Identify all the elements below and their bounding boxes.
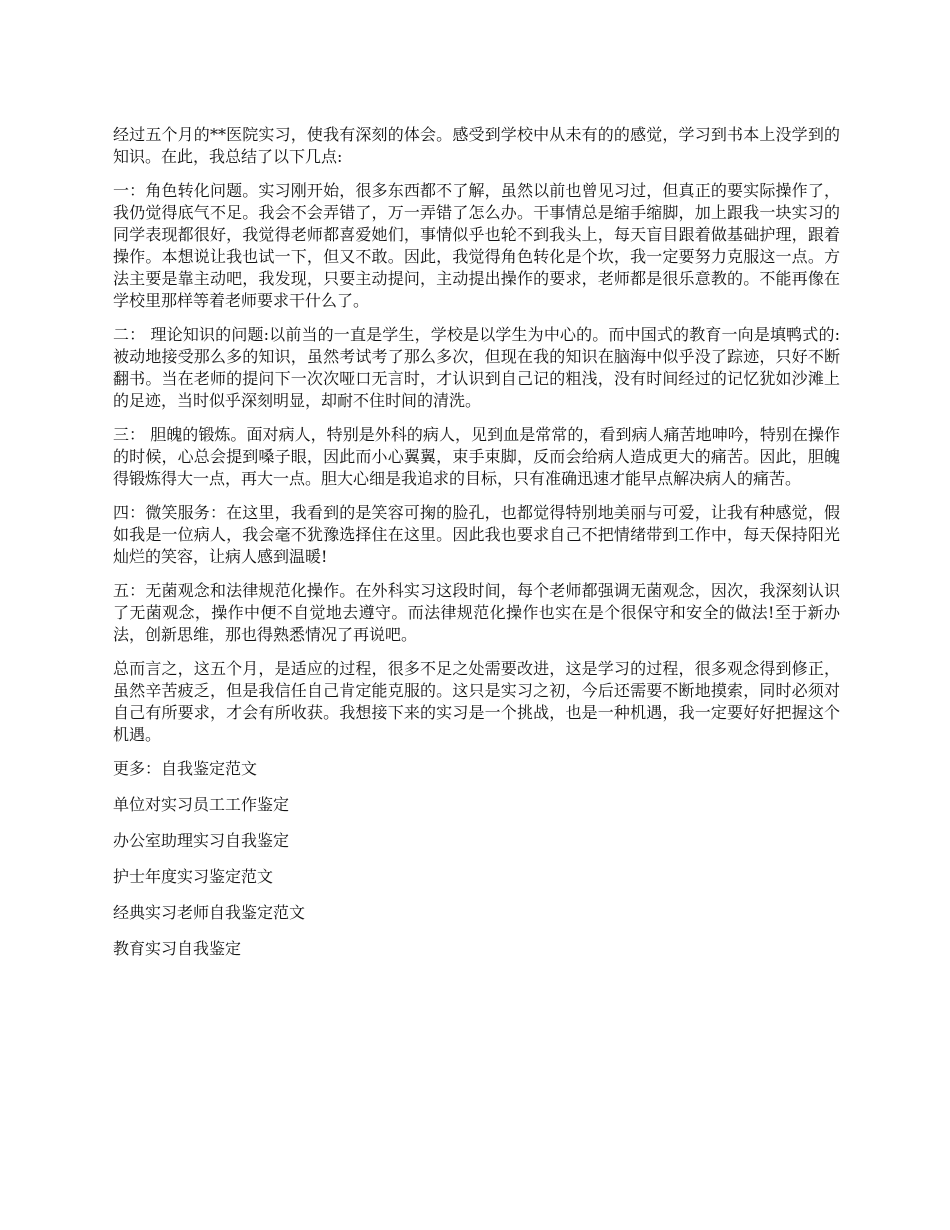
related-link-more[interactable]: 更多：自我鉴定范文 [113, 759, 258, 778]
section-smile-service: 四：微笑服务：在这里，我看到的是笑容可掬的脸孔，也都觉得特别地美丽与可爱，让我有种感觉，假如我是一位病人，我会毫不犹豫选择住在这里。因此我也要求自己不把情绪带到工作中，每天保持阳光灿烂的笑容，让病人感到温暖! [113, 503, 840, 566]
section-theory-knowledge: 二： 理论知识的问题:以前当的一直是学生，学校是以学生为中心的。而中国式的教育一向是填鸭式的:被动地接受那么多的知识，虽然考试考了那么多次，但现在我的知识在脑海中似乎没了踪迹，只好不断翻书。当在老师的提问下一次次哑口无言时，才认识到自己记的粗浅，没有时间经过的记忆犹如沙滩上的足迹，当时似乎深刻明显，却耐不住时间的清洗。 [113, 325, 840, 410]
intro-paragraph: 经过五个月的**医院实习，使我有深刻的体会。感受到学校中从未有的的感觉，学习到书本上没学到的知识。在此，我总结了以下几点: [113, 125, 840, 166]
section-courage-training: 三： 胆魄的锻炼。面对病人，特别是外科的病人，见到血是常常的，看到病人痛苦地呻吟，特别在操作的时候，心总会提到嗓子眼，因此而小心翼翼，束手束脚，反而会给病人造成更大的痛苦。因此，胆魄得锻炼得大一点，再大一点。胆大心细是我追求的目标，只有准确迅速才能早点解决病人的痛苦。 [113, 425, 840, 488]
conclusion-paragraph: 总而言之，这五个月，是适应的过程，很多不足之处需要改进，这是学习的过程，很多观念得到修正，虽然辛苦疲乏，但是我信任自己肯定能克服的。这只是实习之初，今后还需要不断地摸索，同时必须对自己有所要求，才会有所收获。我想接下来的实习是一个挑战，也是一种机遇，我一定要好好把握这个机遇。 [113, 659, 840, 744]
section-role-transition: 一：角色转化问题。实习刚开始，很多东西都不了解，虽然以前也曾见习过，但真正的要实际操作了，我仍觉得底气不足。我会不会弄错了，万一弄错了怎么办。干事情总是缩手缩脚，加上跟我一块实习的同学表现都很好，我觉得老师都喜爱她们，事情似乎也轮不到我头上，每天盲目跟着做基础护理，跟着操作。本想说让我也试一下，但又不敢。因此，我觉得角色转化是个坎，我一定要努力克服这一点。方法主要是靠主动吧，我发现，只要主动提问，主动提出操作的要求，老师都是很乐意教的。不能再像在学校里那样等着老师要求干什么了。 [113, 181, 840, 310]
section-aseptic-practice: 五：无菌观念和法律规范化操作。在外科实习这段时间，每个老师都强调无菌观念，因次，我深刻认识了无菌观念，操作中便不自觉地去遵守。而法律规范化操作也实在是个很保守和安全的做法!至于新办法，创新思维，那也得熟悉情况了再说吧。 [113, 581, 840, 644]
related-links-list [113, 758, 840, 960]
related-link-employee-appraisal[interactable]: 单位对实习员工工作鉴定 [113, 795, 290, 814]
document-body [113, 124, 840, 974]
related-link-teacher-appraisal[interactable]: 经典实习老师自我鉴定范文 [113, 903, 306, 922]
related-link-education-internship[interactable]: 教育实习自我鉴定 [113, 939, 242, 958]
related-link-office-assistant[interactable]: 办公室助理实习自我鉴定 [113, 831, 290, 850]
related-link-nurse-annual[interactable]: 护士年度实习鉴定范文 [113, 867, 274, 886]
